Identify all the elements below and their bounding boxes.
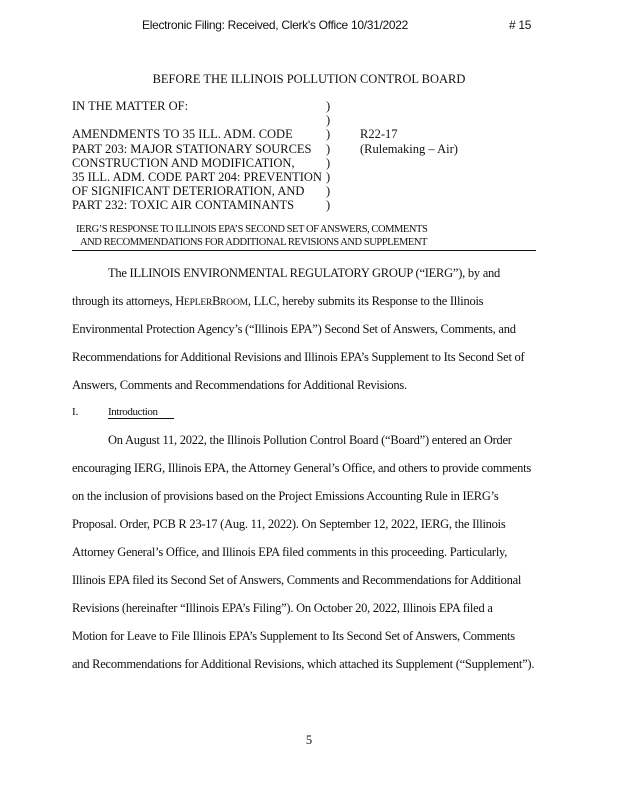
- caption-line: [72, 113, 327, 127]
- paragraph-line: Attorney General’s Office, and Illinois EPA filed comments in this proceeding. Particularly,: [72, 545, 508, 559]
- paragraph-line: on the inclusion of provisions based on the Project Emissions Accounting Rule in IERG’s: [72, 489, 499, 503]
- paragraph-line: and Recommendations for Additional Revisions, which attached its Supplement (“Supplement”).: [72, 657, 535, 671]
- caption-paren: ): [326, 169, 331, 184]
- caption-docket: [360, 127, 540, 155]
- page-number: 5: [305, 733, 313, 747]
- caption-line: IN THE MATTER OF:: [72, 99, 189, 113]
- paragraph-line: Environmental Protection Agency’s (“Illinois EPA”) Second Set of Answers, Comments, and: [72, 322, 516, 336]
- caption-line: OF SIGNIFICANT DETERIORATION, AND: [72, 184, 305, 199]
- caption-line: AMENDMENTS TO 35 ILL. ADM. CODE: [72, 127, 293, 142]
- paragraph-line: [72, 294, 483, 309]
- section-number: I.: [72, 406, 79, 418]
- caption-parens: [326, 99, 336, 213]
- text-run: , LLC, hereby submits its Response to the Illinois: [247, 294, 484, 308]
- caption-paren: ): [326, 113, 331, 128]
- caption-line: PART 232: TOXIC AIR CONTAMINANTS: [72, 198, 295, 213]
- paragraph-line: Answers, Comments and Recommendations for Additional Revisions.: [72, 378, 407, 392]
- paragraph-line: encouraging IERG, Illinois EPA, the Attorney General’s Office, and others to provide comments: [72, 461, 531, 475]
- response-title-line-1: IERG’S RESPONSE TO ILLINOIS EPA’S SECOND SET OF ANSWERS, COMMENTS: [76, 224, 428, 235]
- filing-number: # 15: [509, 18, 532, 32]
- caption-paren: ): [326, 127, 331, 142]
- docket-type: (Rulemaking – Air): [360, 141, 458, 156]
- caption-line: CONSTRUCTION AND MODIFICATION,: [72, 155, 295, 170]
- paragraph-line: Revisions (hereinafter “Illinois EPA’s Filing”). On October 20, 2022, Illinois EPA filed a: [72, 601, 493, 615]
- caption-line: 35 ILL. ADM. CODE PART 204: PREVENTION: [72, 169, 322, 184]
- paragraph-line: Illinois EPA filed its Second Set of Answers, Comments and Recommendations for Additional: [72, 573, 522, 587]
- caption-paren: ): [326, 198, 331, 213]
- board-title: BEFORE THE ILLINOIS POLLUTION CONTROL BOARD: [152, 72, 466, 86]
- response-title-line-2: AND RECOMMENDATIONS FOR ADDITIONAL REVISIONS AND SUPPLEMENT: [72, 237, 536, 252]
- paragraph-line: Proposal. Order, PCB R 23-17 (Aug. 11, 2022). On September 12, 2022, IERG, the Illinois: [72, 517, 506, 531]
- response-title: [72, 224, 536, 251]
- caption-line: PART 203: MAJOR STATIONARY SOURCES: [72, 141, 312, 156]
- text-run: through its attorneys, H: [72, 294, 185, 308]
- caption-paren: ): [326, 99, 331, 113]
- filing-stamp-text: Electronic Filing: Received, Clerk's Office 10/31/2022: [142, 18, 409, 32]
- caption-paren: ): [326, 184, 331, 199]
- small-caps-run: ROOM: [220, 298, 248, 308]
- caption-paren: ): [326, 141, 331, 156]
- paragraph-line: Motion for Leave to File Illinois EPA’s Supplement to Its Second Set of Answers, Comments: [72, 629, 515, 643]
- paragraph-line: Recommendations for Additional Revisions and Illinois EPA’s Supplement to Its Second Set of: [72, 350, 525, 364]
- filing-stamp: [0, 18, 618, 34]
- paragraph-line: On August 11, 2022, the Illinois Pollution Control Board (“Board”) entered an Order: [108, 433, 512, 447]
- paragraph-line: The ILLINOIS ENVIRONMENTAL REGULATORY GROUP (“IERG”), by and: [108, 266, 501, 280]
- docket-number: R22-17: [360, 127, 398, 142]
- small-caps-run: EPLER: [184, 298, 213, 308]
- section-title: Introduction: [108, 406, 174, 419]
- caption-matter: [72, 99, 327, 213]
- caption-paren: ): [326, 155, 331, 170]
- text-run: B: [212, 294, 221, 308]
